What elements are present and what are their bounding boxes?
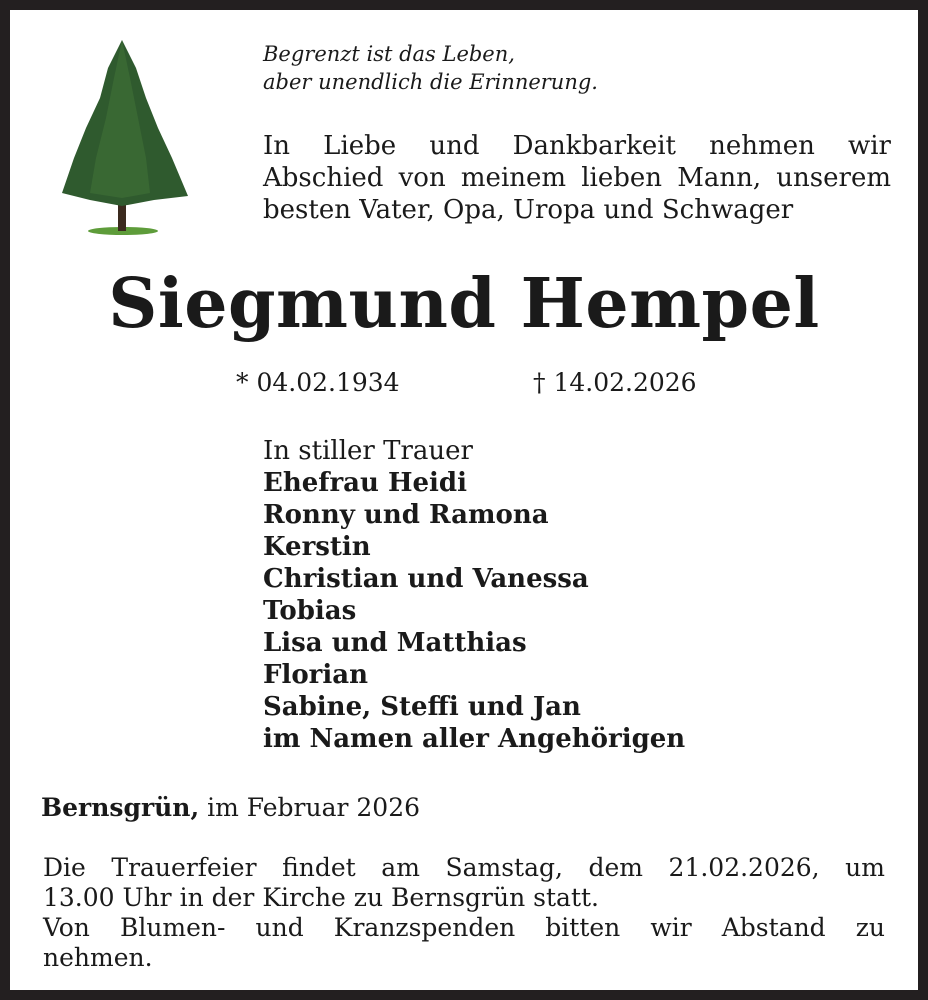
place-date (41, 793, 420, 822)
date-line: im Februar 2026 (199, 793, 421, 822)
notice-line: nehmen. (43, 943, 153, 972)
mourner: Kerstin (263, 532, 371, 562)
funeral-notice (43, 853, 885, 973)
intro-text (263, 130, 891, 226)
mourner: Sabine, Steffi und Jan (263, 692, 581, 722)
mourner: Christian und Vanessa (263, 564, 589, 594)
mourner: Florian (263, 660, 369, 690)
mourner: Ronny und Ramona (263, 500, 549, 530)
intro-line: In Liebe und Dankbarkeit nehmen wir (263, 131, 891, 161)
deceased-name: Siegmund Hempel (108, 264, 820, 344)
fir-tree-icon (50, 28, 230, 243)
intro-line: besten Vater, Opa, Uropa und Schwager (263, 195, 794, 225)
death-date: † 14.02.2026 (533, 368, 697, 397)
notice-line: Die Trauerfeier findet am Samstag, dem 21.02.2026, um (43, 853, 885, 882)
intro-line: Abschied von meinem lieben Mann, unserem (263, 163, 891, 193)
mourner: Lisa und Matthias (263, 628, 527, 658)
mourner: Ehefrau Heidi (263, 468, 467, 498)
mourners-list (263, 435, 685, 755)
mourner: im Namen aller Angehörigen (263, 724, 686, 754)
motto-line: aber unendlich die Erinnerung. (263, 70, 598, 94)
motto-line: Begrenzt ist das Leben, (263, 42, 515, 66)
motto (263, 40, 598, 96)
mourner: Tobias (263, 596, 357, 626)
place: Bernsgrün, (41, 793, 200, 822)
mourners-heading: In stiller Trauer (263, 436, 473, 466)
notice-line: Von Blumen- und Kranzspenden bitten wir Abstand zu (43, 913, 885, 942)
notice-line: 13.00 Uhr in der Kirche zu Bernsgrün statt. (43, 883, 599, 912)
birth-date: * 04.02.1934 (236, 368, 400, 397)
